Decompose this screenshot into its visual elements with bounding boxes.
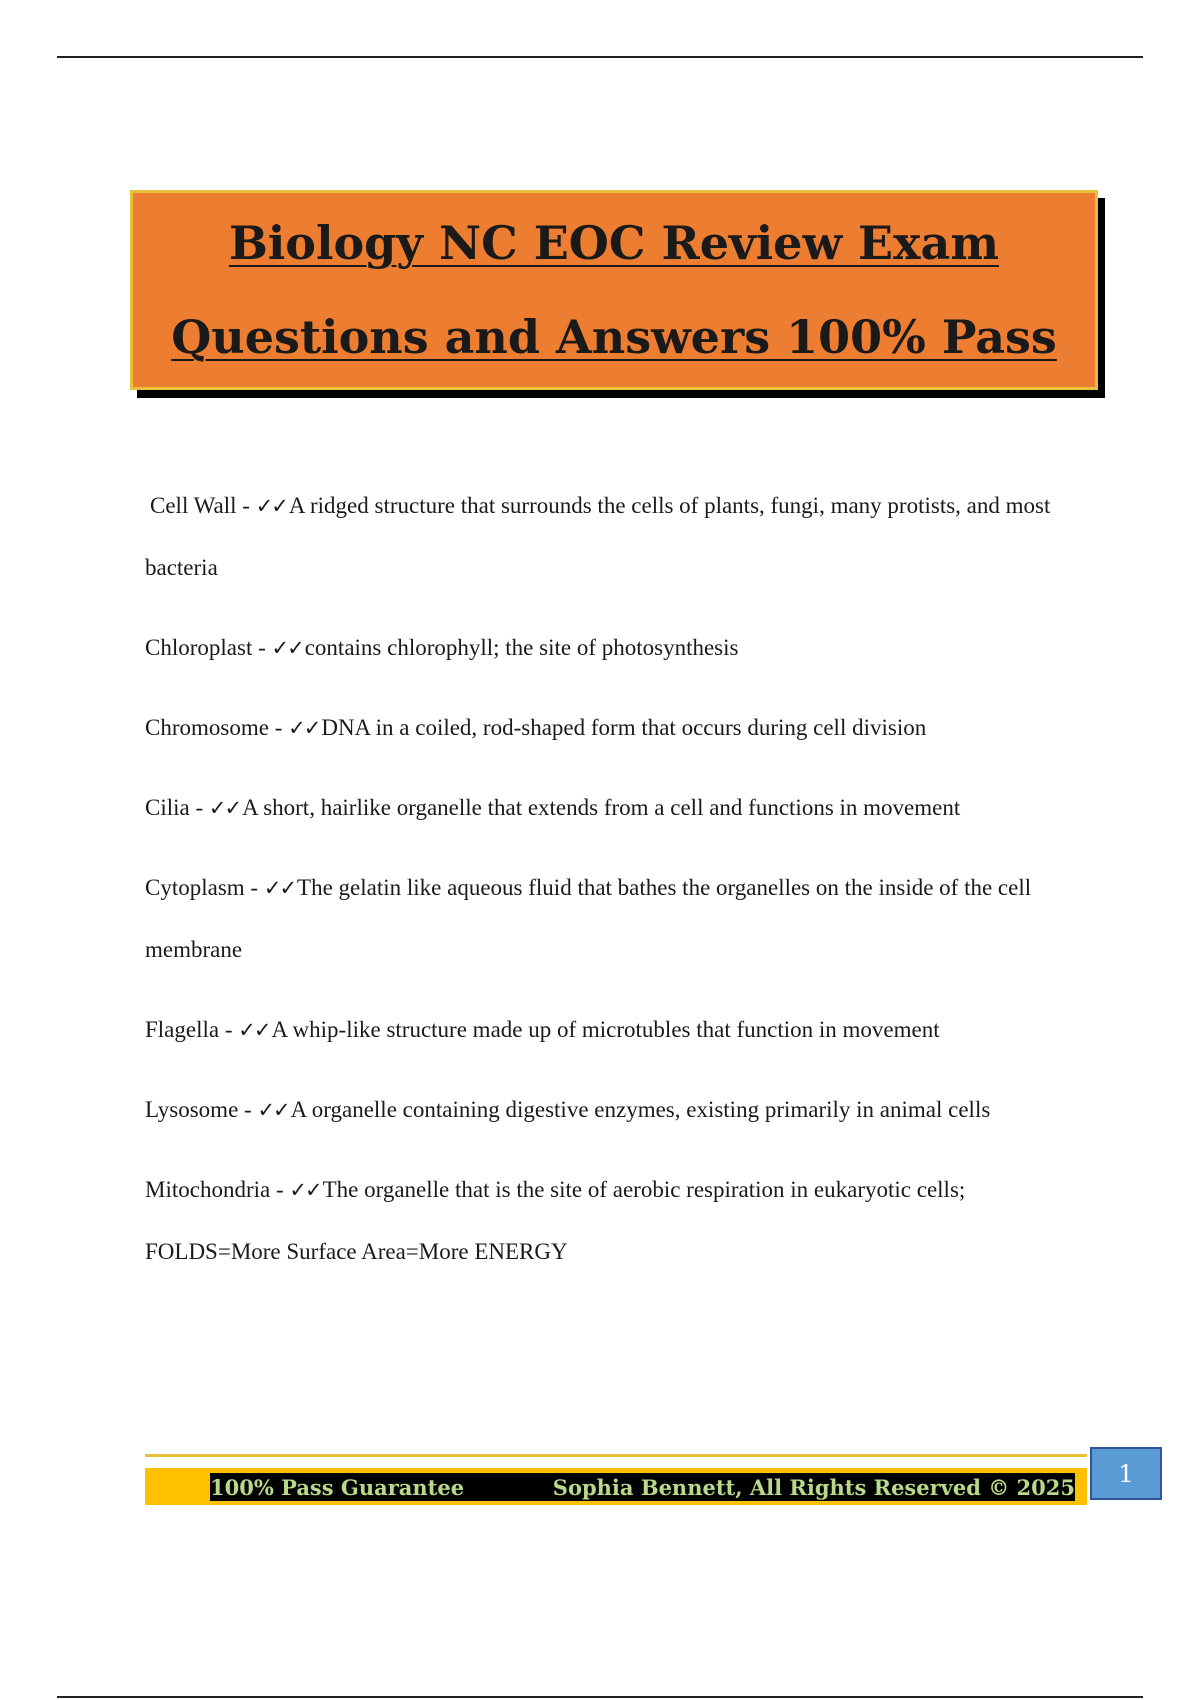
definition-entry: [145, 999, 1075, 1061]
entry-term: Cilia: [145, 795, 190, 820]
entry-definition: A short, hairlike organelle that extends from a cell and functions in movement: [242, 795, 961, 820]
footer-band: [145, 1468, 1087, 1505]
entry-separator: -: [236, 493, 256, 518]
page-footer: [145, 1454, 1087, 1504]
entry-definition: A ridged structure that surrounds the cells of plants, fungi, many protists, and most bacteria: [145, 493, 1051, 580]
double-check-icon: ✓✓: [255, 494, 287, 518]
definition-entry: [145, 697, 1075, 759]
double-check-icon: ✓✓: [271, 636, 303, 660]
entry-term: Chromosome: [145, 715, 269, 740]
definition-entry: [145, 777, 1075, 839]
entry-term: Mitochondria: [145, 1177, 271, 1202]
double-check-icon: ✓✓: [208, 796, 241, 820]
double-check-icon: ✓✓: [238, 1018, 270, 1042]
double-check-icon: ✓✓: [289, 1178, 321, 1202]
page-number-badge: 1: [1090, 1447, 1162, 1500]
definition-entry: [145, 475, 1075, 599]
double-check-icon: ✓✓: [288, 716, 320, 740]
entry-separator: -: [189, 795, 209, 820]
entry-definition: The organelle that is the site of aerobic respiration in eukaryotic cells; FOLDS=More Surface Area=More ENERGY: [145, 1177, 966, 1264]
title-line-2: Questions and Answers 100% Pass: [171, 310, 1057, 364]
entry-term: Flagella: [145, 1017, 220, 1042]
definition-entry: [145, 1079, 1075, 1141]
double-check-icon: ✓✓: [263, 876, 296, 900]
double-check-icon: ✓✓: [257, 1098, 289, 1122]
entry-separator: -: [252, 635, 272, 660]
entry-separator: -: [238, 1097, 258, 1122]
definition-entry: [145, 1159, 1075, 1283]
definition-entry: [145, 857, 1075, 981]
entry-definition: contains chlorophyll; the site of photosynthesis: [304, 635, 739, 660]
top-rule: [57, 56, 1143, 58]
entry-separator: -: [270, 1177, 290, 1202]
definition-list: [145, 475, 1075, 1301]
entry-separator: -: [244, 875, 264, 900]
footer-text-strip: [210, 1473, 1075, 1501]
footer-guarantee: 100% Pass Guarantee: [210, 1474, 465, 1500]
entry-term: Cell Wall: [150, 493, 237, 518]
entry-term: Chloroplast: [145, 635, 253, 660]
title-line-1: Biology NC EOC Review Exam: [228, 216, 1000, 270]
definition-entry: [145, 617, 1075, 679]
entry-definition: A whip-like structure made up of microtubles that function in movement: [271, 1017, 940, 1042]
entry-definition: DNA in a coiled, rod-shaped form that occurs during cell division: [321, 715, 927, 740]
title-banner: [130, 190, 1098, 390]
footer-copyright: Sophia Bennett, All Rights Reserved © 2025: [552, 1474, 1075, 1500]
entry-separator: -: [219, 1017, 239, 1042]
entry-separator: -: [268, 715, 289, 740]
bottom-rule: [57, 1696, 1143, 1698]
entry-term: Lysosome: [145, 1097, 239, 1122]
entry-definition: The gelatin like aqueous fluid that bathes the organelles on the inside of the cell membrane: [145, 875, 1032, 962]
entry-term: Cytoplasm: [145, 875, 245, 900]
entry-definition: A organelle containing digestive enzymes, existing primarily in animal cells: [290, 1097, 991, 1122]
